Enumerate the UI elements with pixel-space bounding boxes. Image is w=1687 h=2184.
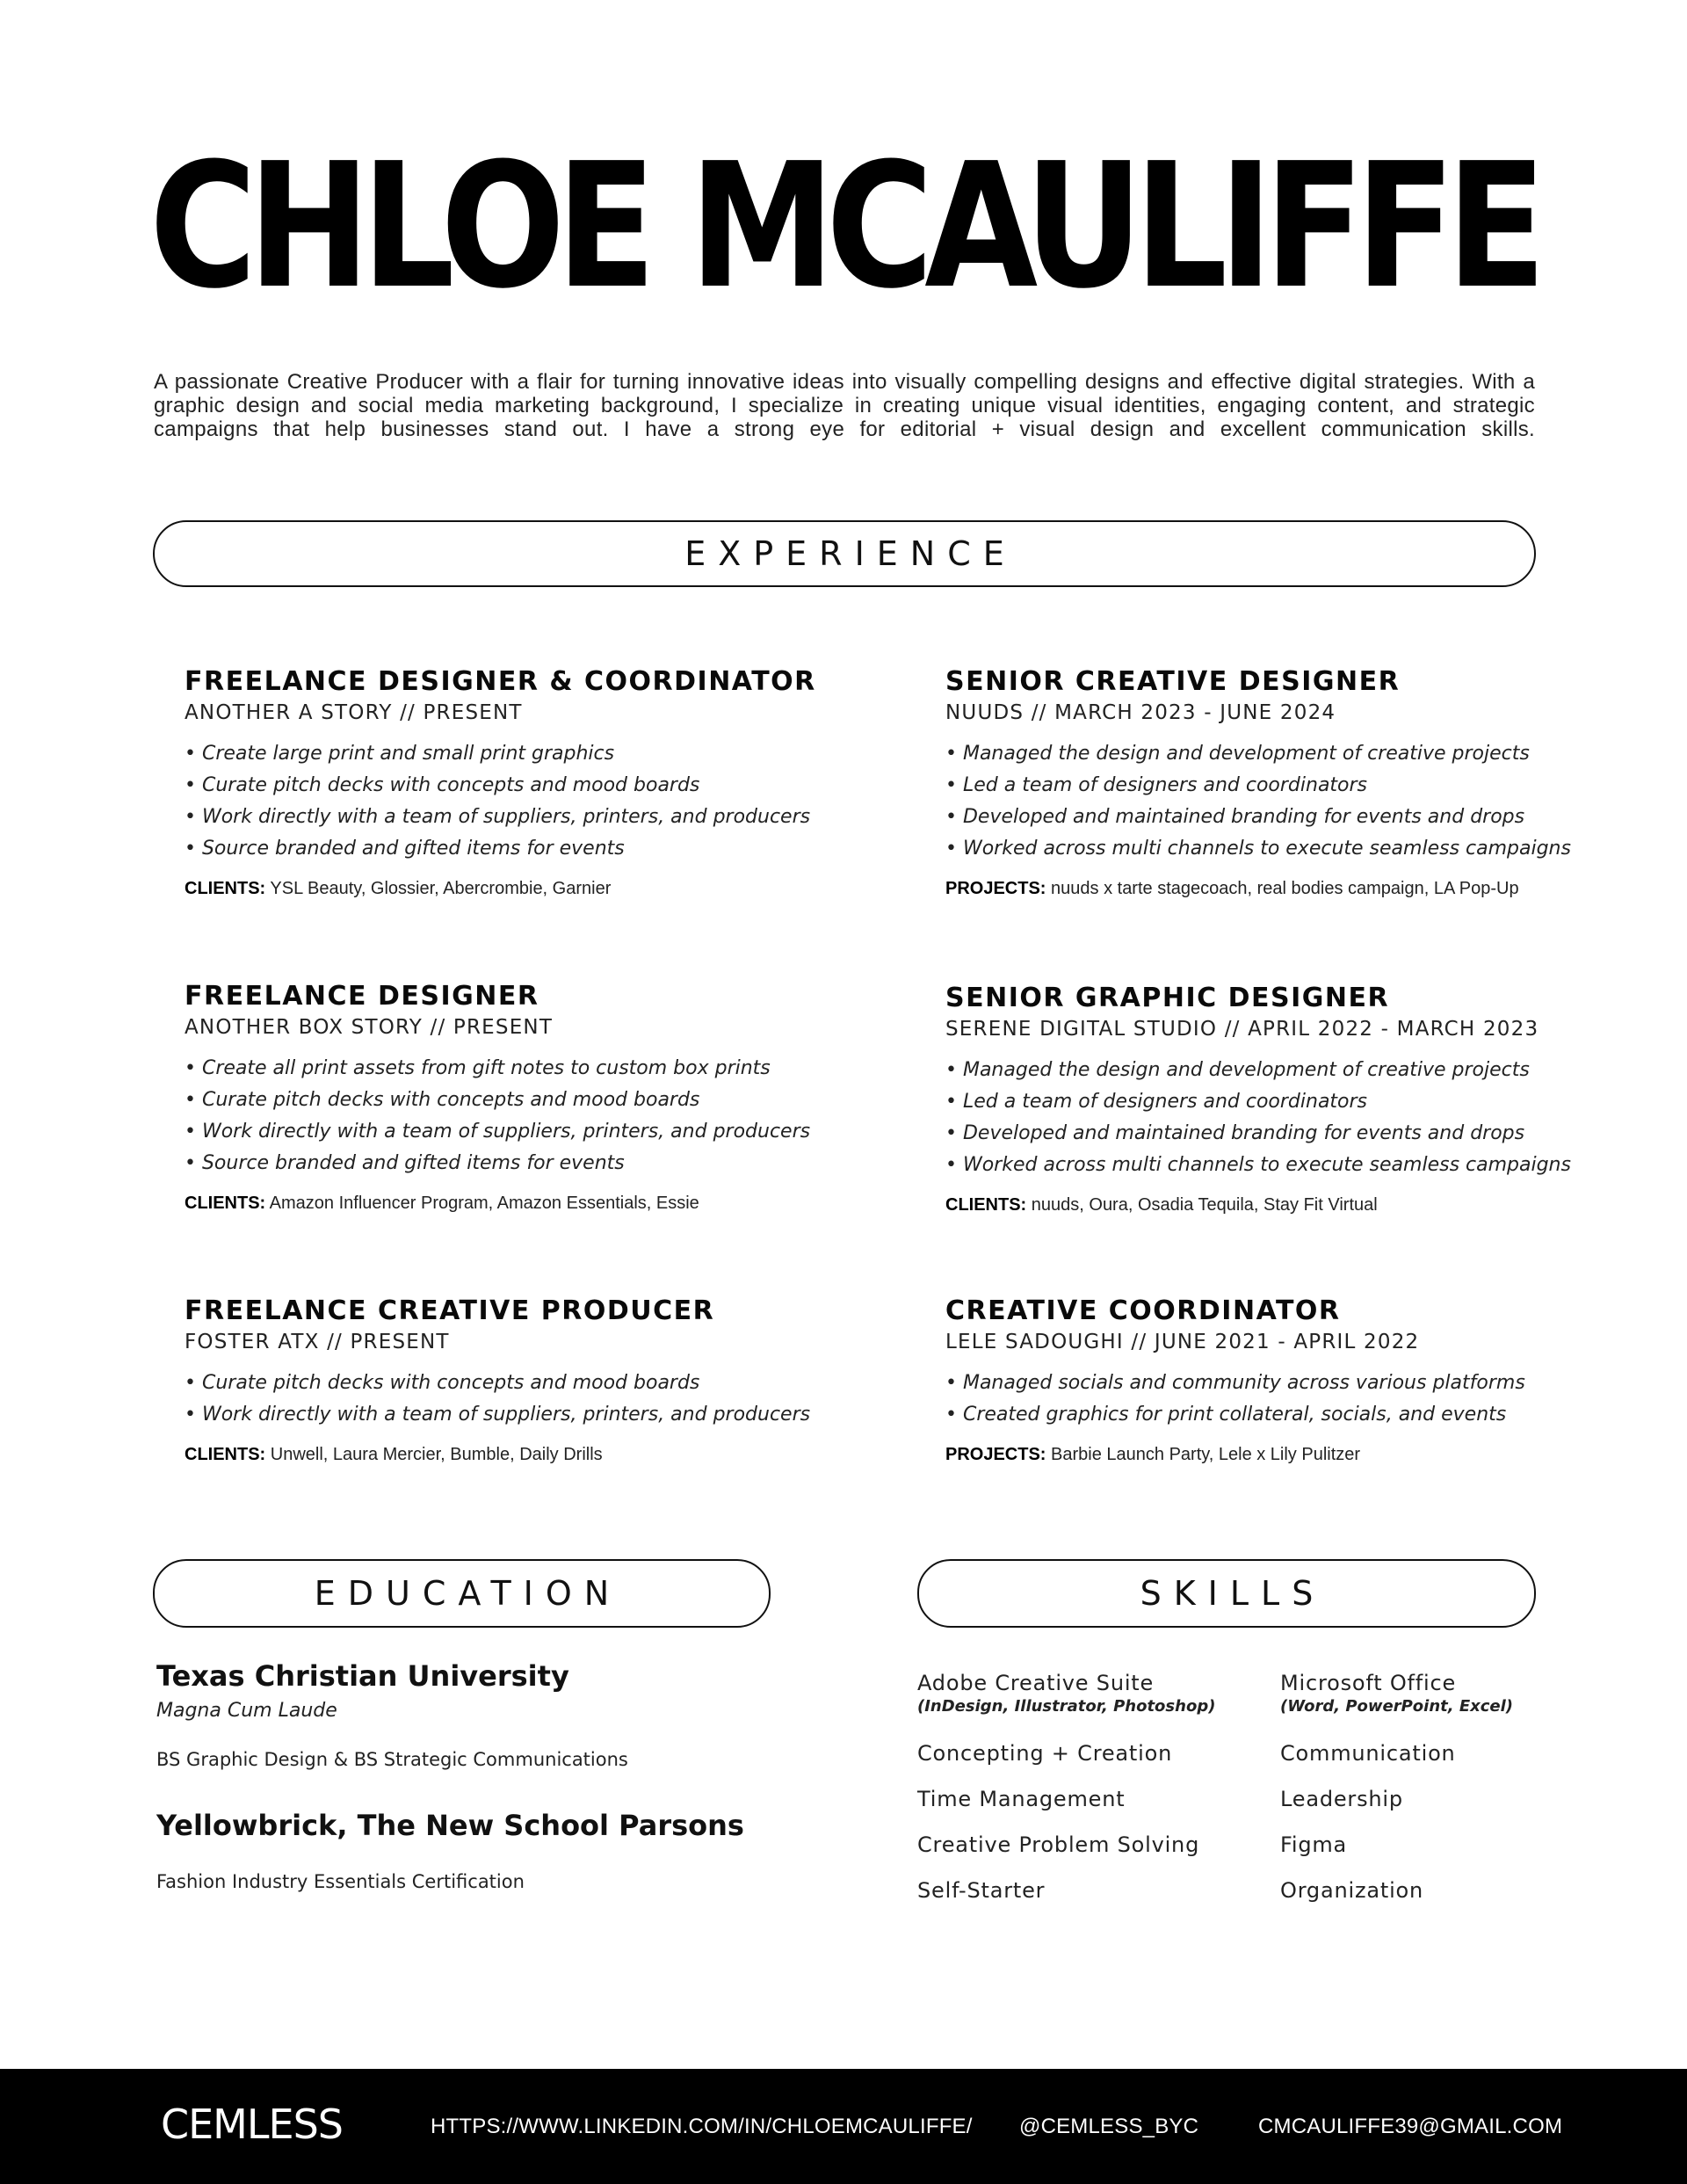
job-bullet: • Source branded and gifted items for events: [185, 838, 625, 860]
job-bullet: • Source branded and gifted items for events: [185, 1152, 625, 1174]
experience-heading: EXPERIENCE: [684, 534, 1017, 573]
email-link[interactable]: CMCAULIFFE39@GMAIL.COM: [1258, 2115, 1563, 2138]
job-company: ANOTHER BOX STORY // PRESENT: [185, 1016, 554, 1039]
job-meta-value: Barbie Launch Party, Lele x Lily Pulitzer: [1046, 1445, 1361, 1464]
job-company: LELE SADOUGHI // JUNE 2021 - APRIL 2022: [945, 1331, 1420, 1353]
job-entry: [185, 1295, 958, 1468]
education-heading-pill: [153, 1559, 771, 1628]
job-bullet: • Managed the design and development of creative projects: [945, 1059, 1530, 1081]
job-bullets: [945, 1055, 1687, 1181]
skills-heading-pill: [917, 1559, 1536, 1628]
school-name: Texas Christian University: [156, 1659, 569, 1693]
job-company: FOSTER ATX // PRESENT: [185, 1331, 450, 1353]
job-entry: [945, 666, 1687, 902]
skill-item: Figma: [1280, 1832, 1348, 1857]
summary-paragraph: A passionate Creative Producer with a flair for turning innovative ideas into visually compelling designs and effective digital strategies. With a graphic design and social media marketing background, I specialize in creating unique visual identities, engaging content, and strategic campaigns that help businesses stand out. I have a strong eye for editorial + visual design and excellent communication skills.: [154, 370, 1535, 441]
job-clients: [945, 1192, 1687, 1218]
job-meta-label: CLIENTS:: [185, 879, 266, 898]
job-meta-value: Amazon Influencer Program, Amazon Essentials, Essie: [265, 1194, 699, 1213]
job-meta-label: CLIENTS:: [185, 1445, 266, 1464]
experience-heading-pill: [153, 520, 1536, 587]
job-title: FREELANCE DESIGNER & COORDINATOR: [185, 666, 816, 697]
job-bullet: • Curate pitch decks with concepts and mood boards: [185, 1372, 700, 1394]
job-meta-label: PROJECTS:: [945, 1445, 1046, 1464]
job-clients: [185, 1190, 958, 1216]
resume-name: CHLOE MCAULIFFE: [149, 127, 1538, 327]
skill-item: Organization: [1280, 1878, 1424, 1903]
job-entry: [945, 983, 1687, 1218]
job-meta-label: CLIENTS:: [185, 1194, 266, 1213]
job-bullet: • Work directly with a team of suppliers, printers, and producers: [185, 806, 811, 828]
skill-item: Microsoft Office: [1280, 1671, 1457, 1695]
job-entry: [185, 666, 958, 902]
skills-heading: SKILLS: [1140, 1574, 1326, 1613]
job-title: FREELANCE CREATIVE PRODUCER: [185, 1295, 715, 1326]
job-bullets: [185, 1368, 958, 1431]
job-projects: [945, 1441, 1687, 1468]
skill-note: (Word, PowerPoint, Excel): [1280, 1697, 1514, 1716]
job-entry: [945, 1295, 1687, 1468]
school-degree: BS Graphic Design & BS Strategic Communications: [156, 1749, 628, 1770]
job-meta-value: nuuds x tarte stagecoach, real bodies campaign, LA Pop-Up: [1046, 879, 1519, 898]
job-bullet: • Created graphics for print collateral, socials, and events: [945, 1404, 1507, 1426]
job-bullets: [185, 1053, 958, 1179]
job-meta-value: YSL Beauty, Glossier, Abercrombie, Garnier: [265, 879, 612, 898]
job-bullets: [945, 738, 1687, 865]
job-title: SENIOR GRAPHIC DESIGNER: [945, 983, 1390, 1013]
job-clients: [185, 875, 958, 902]
job-company: SERENE DIGITAL STUDIO // APRIL 2022 - MARCH 2023: [945, 1018, 1539, 1041]
job-meta-value: nuuds, Oura, Osadia Tequila, Stay Fit Virtual: [1026, 1195, 1378, 1215]
skill-item: Communication: [1280, 1741, 1456, 1766]
job-bullet: • Work directly with a team of suppliers, printers, and producers: [185, 1121, 811, 1143]
job-clients: [185, 1441, 958, 1468]
job-projects: [945, 875, 1687, 902]
job-bullet: • Curate pitch decks with concepts and mood boards: [185, 774, 700, 796]
job-bullet: • Led a team of designers and coordinators: [945, 1091, 1368, 1113]
skill-item: Creative Problem Solving: [917, 1832, 1200, 1857]
education-heading: EDUCATION: [314, 1574, 622, 1613]
school-honor: Magna Cum Laude: [156, 1700, 337, 1722]
job-entry: [185, 981, 958, 1216]
footer-bar: [0, 2069, 1687, 2184]
job-bullet: • Worked across multi channels to execute seamless campaigns: [945, 838, 1571, 860]
job-company: ANOTHER A STORY // PRESENT: [185, 701, 523, 724]
job-bullet: • Managed the design and development of creative projects: [945, 743, 1530, 765]
job-bullet: • Worked across multi channels to execute seamless campaigns: [945, 1154, 1571, 1176]
job-bullet: • Led a team of designers and coordinators: [945, 774, 1368, 796]
job-company: NUUDS // MARCH 2023 - JUNE 2024: [945, 701, 1336, 724]
school-degree: Fashion Industry Essentials Certification: [156, 1871, 525, 1892]
skill-item: Time Management: [917, 1787, 1126, 1811]
job-meta-value: Unwell, Laura Mercier, Bumble, Daily Drills: [265, 1445, 603, 1464]
skill-item: Adobe Creative Suite: [917, 1671, 1155, 1695]
linkedin-link[interactable]: HTTPS://WWW.LINKEDIN.COM/IN/CHLOEMCAULIFFE/: [431, 2115, 973, 2138]
job-bullet: • Developed and maintained branding for events and drops: [945, 806, 1525, 828]
job-bullet: • Curate pitch decks with concepts and mood boards: [185, 1089, 700, 1111]
job-bullet: • Create large print and small print graphics: [185, 743, 615, 765]
job-title: FREELANCE DESIGNER: [185, 981, 539, 1012]
job-bullets: [185, 738, 958, 865]
job-bullets: [945, 1368, 1687, 1431]
job-meta-label: PROJECTS:: [945, 879, 1046, 898]
job-title: CREATIVE COORDINATOR: [945, 1295, 1341, 1326]
skill-item: Self-Starter: [917, 1878, 1046, 1903]
job-meta-label: CLIENTS:: [945, 1195, 1027, 1215]
skill-item: Concepting + Creation: [917, 1741, 1173, 1766]
skill-item: Leadership: [1280, 1787, 1403, 1811]
skill-note: (InDesign, Illustrator, Photoshop): [917, 1697, 1216, 1716]
brand-logo: CEMLESS: [161, 2101, 343, 2148]
job-title: SENIOR CREATIVE DESIGNER: [945, 666, 1401, 697]
school-name: Yellowbrick, The New School Parsons: [156, 1809, 744, 1842]
job-bullet: • Work directly with a team of suppliers, printers, and producers: [185, 1404, 811, 1426]
social-handle-link[interactable]: @CEMLESS_BYC: [1019, 2115, 1199, 2138]
job-bullet: • Managed socials and community across various platforms: [945, 1372, 1525, 1394]
job-bullet: • Create all print assets from gift notes to custom box prints: [185, 1057, 771, 1079]
job-bullet: • Developed and maintained branding for events and drops: [945, 1122, 1525, 1144]
